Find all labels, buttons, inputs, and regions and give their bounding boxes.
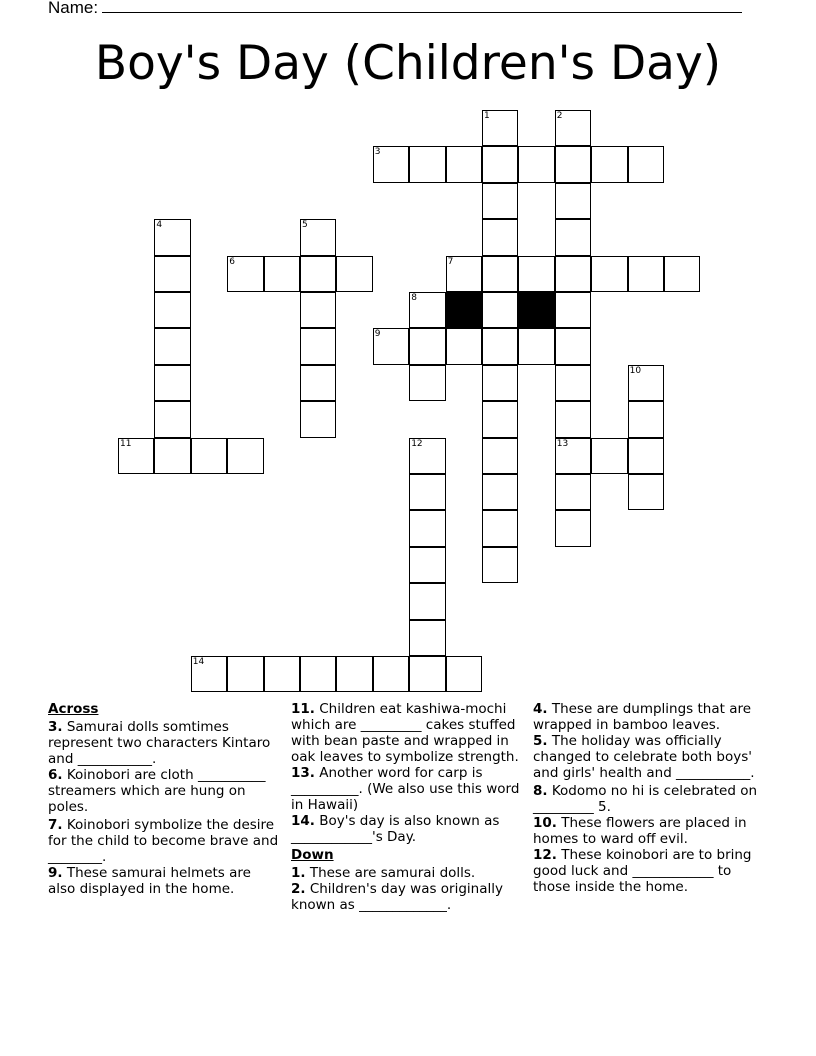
grid-cell[interactable] xyxy=(154,365,190,401)
grid-cell[interactable] xyxy=(336,256,372,292)
grid-cell[interactable] xyxy=(482,401,518,437)
across-heading: Across xyxy=(48,701,99,717)
clue-number: 6 xyxy=(229,256,235,267)
grid-cell[interactable] xyxy=(555,292,591,328)
grid-cell[interactable] xyxy=(191,438,227,474)
grid-cell[interactable] xyxy=(628,256,664,292)
grid-cell[interactable] xyxy=(409,146,445,182)
grid-cell[interactable] xyxy=(482,110,518,146)
grid-cell[interactable] xyxy=(409,474,445,510)
grid-cell[interactable] xyxy=(555,365,591,401)
grid-cell[interactable] xyxy=(482,438,518,474)
clue-number: 4 xyxy=(156,220,163,231)
grid-cell[interactable] xyxy=(628,365,664,401)
grid-cell[interactable] xyxy=(482,328,518,364)
grid-cell[interactable] xyxy=(118,438,154,474)
grid-cell[interactable] xyxy=(300,365,336,401)
grid-cell[interactable] xyxy=(555,183,591,219)
grid-cell[interactable] xyxy=(446,656,482,692)
grid-cell[interactable] xyxy=(300,256,336,292)
grid-cell[interactable] xyxy=(555,110,591,146)
clue-number: 9 xyxy=(374,329,381,340)
grid-cell[interactable] xyxy=(409,438,445,474)
grid-cell[interactable] xyxy=(555,328,591,364)
grid-cell[interactable] xyxy=(628,438,664,474)
grid-cell[interactable] xyxy=(555,401,591,437)
grid-cell[interactable] xyxy=(482,183,518,219)
grid-cell[interactable] xyxy=(518,146,554,182)
grid-cell[interactable] xyxy=(482,219,518,255)
clue-across-3: 3. Samurai dolls somtimes represent two characters Kintaro and ___________. xyxy=(48,719,271,767)
grid-cell[interactable] xyxy=(409,365,445,401)
blocked-cell xyxy=(446,292,482,328)
clue-number: 2 xyxy=(556,111,563,121)
grid-cell[interactable] xyxy=(446,146,482,182)
grid-cell[interactable] xyxy=(409,583,445,619)
grid-cell[interactable] xyxy=(154,219,190,255)
grid-cell[interactable] xyxy=(555,510,591,546)
grid-cell[interactable] xyxy=(300,656,336,692)
clue-number: 11 xyxy=(120,438,132,449)
clue-number: 13 xyxy=(556,438,569,449)
page-title: Boy's Day (Children's Day) xyxy=(94,36,722,91)
grid-cell[interactable] xyxy=(373,146,409,182)
grid-cell[interactable] xyxy=(154,401,190,437)
name-label: Name: xyxy=(48,0,99,17)
clue-across-14: 14. Boy's day is also known as ____________'s Day. xyxy=(291,813,500,845)
grid-cell[interactable] xyxy=(409,656,445,692)
grid-cell[interactable] xyxy=(482,146,518,182)
clue-number: 10 xyxy=(629,365,642,376)
grid-cell[interactable] xyxy=(227,256,263,292)
grid-cell[interactable] xyxy=(664,256,700,292)
grid-cell[interactable] xyxy=(482,547,518,583)
grid-cell[interactable] xyxy=(300,401,336,437)
grid-cell[interactable] xyxy=(555,256,591,292)
clue-across-13: 13. Another word for carp is __________. (We also use this word in Hawaii) xyxy=(291,765,520,813)
grid-cell[interactable] xyxy=(591,256,627,292)
clue-down-12: 12. These koinobori are to bring good luck and ____________ to those inside the home. xyxy=(533,847,752,895)
clue-down-2: 2. Children's day was originally known as _____________. xyxy=(291,881,503,913)
clue-down-1: 1. These are samurai dolls. xyxy=(291,865,476,881)
grid-cell[interactable] xyxy=(227,656,263,692)
clue-down-10: 10. These flowers are placed in homes to ward off evil. xyxy=(533,815,747,847)
name-field[interactable] xyxy=(48,0,742,18)
grid-cell[interactable] xyxy=(628,474,664,510)
grid-cell[interactable] xyxy=(154,256,190,292)
clue-number: 5 xyxy=(302,220,308,231)
grid-cell[interactable] xyxy=(591,438,627,474)
grid-cell[interactable] xyxy=(191,656,227,692)
grid-cell[interactable] xyxy=(373,656,409,692)
grid-cell[interactable] xyxy=(409,547,445,583)
clue-number: 3 xyxy=(374,147,381,158)
clue-number: 12 xyxy=(411,438,423,449)
grid-cell[interactable] xyxy=(482,510,518,546)
clue-column-3 xyxy=(533,701,765,895)
clue-number: 14 xyxy=(192,657,205,667)
blocked-cell xyxy=(518,292,554,328)
clue-across-9: 9. These samurai helmets are also displayed in the home. xyxy=(48,865,251,897)
grid-cell[interactable] xyxy=(227,438,263,474)
grid-cell[interactable] xyxy=(300,219,336,255)
grid-cell[interactable] xyxy=(154,292,190,328)
grid-cell[interactable] xyxy=(264,256,300,292)
grid-cell[interactable] xyxy=(336,656,372,692)
clue-number: 8 xyxy=(411,293,417,303)
clue-column-2 xyxy=(291,701,523,913)
grid-cell[interactable] xyxy=(409,328,445,364)
grid-cell[interactable] xyxy=(518,256,554,292)
clue-down-4: 4. These are dumplings that are wrapped in bamboo leaves. xyxy=(533,701,752,733)
clue-number: 7 xyxy=(447,256,454,267)
grid-cell[interactable] xyxy=(482,474,518,510)
name-underline xyxy=(102,0,742,13)
clue-number: 1 xyxy=(484,111,490,121)
grid-cell[interactable] xyxy=(591,146,627,182)
grid-cell[interactable] xyxy=(409,510,445,546)
grid-cell[interactable] xyxy=(154,438,190,474)
grid-cell[interactable] xyxy=(154,328,190,364)
clue-down-8: 8. Kodomo no hi is celebrated on _________ 5. xyxy=(533,783,758,815)
grid-cell[interactable] xyxy=(555,474,591,510)
grid-cell[interactable] xyxy=(628,401,664,437)
grid-cell[interactable] xyxy=(482,292,518,328)
grid-cell[interactable] xyxy=(446,328,482,364)
grid-cell[interactable] xyxy=(555,146,591,182)
grid-cell[interactable] xyxy=(628,146,664,182)
grid-cell[interactable] xyxy=(482,256,518,292)
clue-across-11: 11. Children eat kashiwa-mochi which are _________ cakes stuffed with bean paste and wrapped in oak leaves to symbolize strength. xyxy=(291,701,519,765)
clue-column-1 xyxy=(48,701,280,897)
grid-cell[interactable] xyxy=(482,365,518,401)
grid-cell[interactable] xyxy=(555,219,591,255)
down-heading: Down xyxy=(291,847,334,863)
clue-across-7: 7. Koinobori symbolize the desire for the child to become brave and ________. xyxy=(48,817,279,865)
grid-cell[interactable] xyxy=(264,656,300,692)
grid-cell[interactable] xyxy=(446,256,482,292)
grid-cell[interactable] xyxy=(409,620,445,656)
grid-cell[interactable] xyxy=(300,328,336,364)
grid-cell[interactable] xyxy=(555,438,591,474)
clue-across-6: 6. Koinobori are cloth __________ streamers which are hung on poles. xyxy=(48,767,266,815)
grid-cell[interactable] xyxy=(300,292,336,328)
grid-cell[interactable] xyxy=(373,328,409,364)
clue-down-5: 5. The holiday was officially changed to celebrate both boys' and girls' health and ___________. xyxy=(533,733,755,781)
grid-cell[interactable] xyxy=(409,292,445,328)
grid-cell[interactable] xyxy=(518,328,554,364)
